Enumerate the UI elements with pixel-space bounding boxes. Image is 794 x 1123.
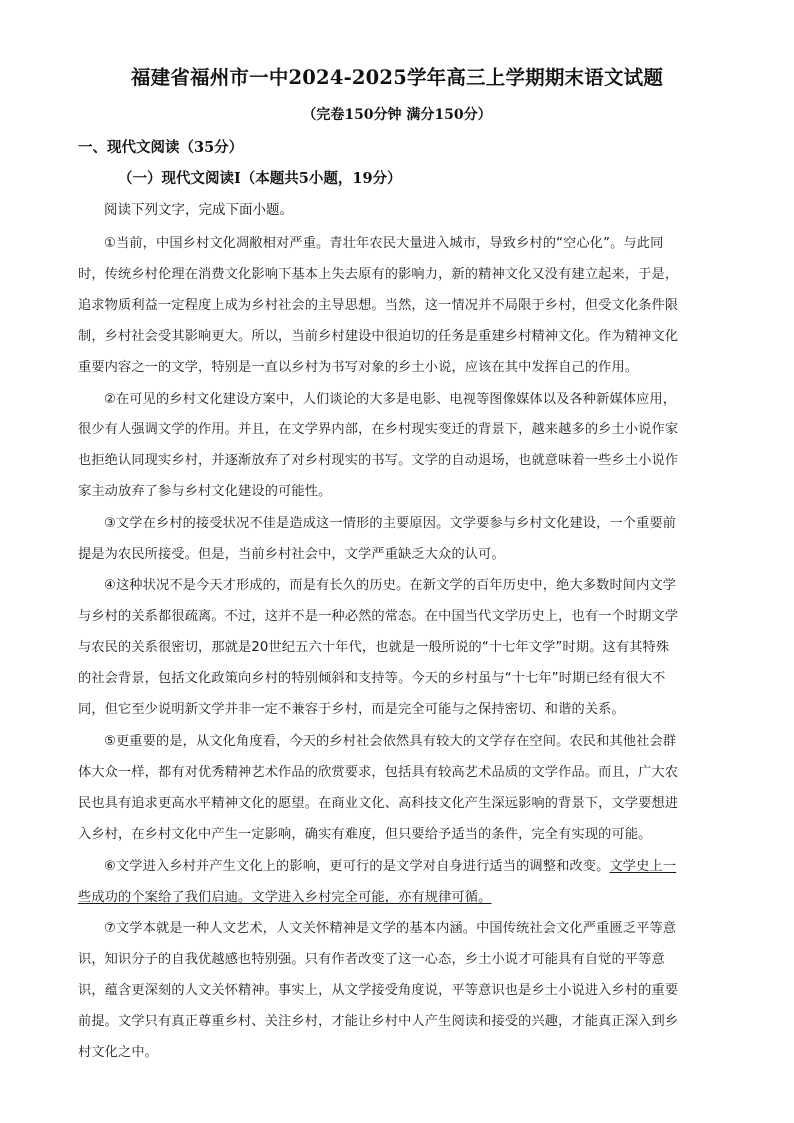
passage-line: 家主动放弃了参与乡村文化建设的可能性。 — [78, 484, 332, 499]
passage-line: 也拒绝认同现实乡村，并逐渐放弃了对乡村现实的书写。文学的自动退场，也就意味着一些乡土小说作 — [78, 453, 679, 468]
section-subheading: （一）现代文阅读Ⅰ（本题共5小题，19分） — [118, 170, 402, 187]
passage-line: 前提。文学只有真正尊重乡村、关注乡村，才能让乡村中人产生阅读和接受的兴趣，才能真正深入到乡 — [78, 1014, 679, 1029]
passage-line: 时，传统乡村伦理在消费文化影响下基本上失去原有的影响力，新的精神文化又没有建立起来，于是， — [78, 267, 679, 282]
passage-line: 识，蕴含更深刻的人文关怀精神。事实上，从文学接受角度说，平等意识也是乡土小说进入乡村的重要 — [78, 983, 679, 998]
underlined-sentence: 文学史上一 — [609, 859, 677, 874]
section-heading: 一、现代文阅读（35分） — [78, 139, 244, 156]
passage-line — [104, 855, 676, 874]
passage-line: 的社会背景，包括文化政策向乡村的特别倾斜和支持等。今天的乡村虽与“十七年”时期已经有很大不 — [78, 671, 666, 686]
underlined-sentence: 些成功的个案给了我们启迪。文学进入乡村完全可能，亦有规律可循。 — [78, 890, 492, 905]
passage-line: 民也具有追求更高水平精神文化的愿望。在商业文化、高科技文化产生深远影响的背景下，文学要想进 — [78, 796, 679, 811]
passage-line: 入乡村，在乡村文化中产生一定影响，确实有难度，但只要给予适当的条件，完全有实现的可能。 — [78, 827, 652, 842]
reading-instruction: 阅读下列文字，完成下面小题。 — [104, 202, 293, 218]
passage-line: 与乡村的关系都很疏离。不过，这并不是一种必然的常态。在中国当代文学历史上，也有一个时期文学 — [78, 609, 679, 624]
passage-line: ⑦文学本就是一种人文艺术，人文关怀精神是文学的基本内涵。中国传统社会文化严重匮乏平等意 — [104, 921, 677, 936]
passage-line: 追求物质利益一定程度上成为乡村社会的主导思想。当然，这一情况并不局限于乡村，但受文化条件限 — [78, 298, 679, 313]
page-title: 福建省福州市一中2024-2025学年高三上学期期末语文试题 — [130, 66, 664, 89]
passage-line: ②在可见的乡村文化建设方案中，人们谈论的大多是电影、电视等图像媒体以及各种新媒体应用， — [104, 392, 677, 407]
page-subtitle: （完卷150分钟 满分150分） — [302, 107, 492, 123]
passage-line: 很少有人强调文学的作用。并且，在文学界内部，在乡村现实变迁的背景下，越来越多的乡土小说作家 — [78, 422, 679, 437]
passage-line: ④这种状况不是今天才形成的，而是有长久的历史。在新文学的百年历史中，绝大多数时间内文学 — [104, 578, 677, 593]
passage-line: 与农民的关系很密切，那就是20世纪五六十年代，也就是一般所说的“十七年文学”时期。这有其特殊 — [78, 640, 670, 655]
passage-line: 制，乡村社会受其影响更大。所以，当前乡村建设中很迫切的任务是重建乡村精神文化。作为精神文化 — [78, 329, 679, 344]
passage-line: ③文学在乡村的接受状况不佳是造成这一情形的主要原因。文学要参与乡村文化建设，一个重要前 — [104, 516, 677, 531]
passage-line: 同，但它至少说明新文学并非一定不兼容于乡村，而是完全可能与之保持密切、和谐的关系。 — [78, 702, 625, 717]
passage-line: 重要内容之一的文学，特别是一直以乡村为书写对象的乡土小说，应该在其中发挥自己的作用。 — [78, 360, 639, 375]
passage-line: 识，知识分子的自我优越感也特别强。只有作者改变了这一心态，乡土小说才可能具有自觉的平等意 — [78, 952, 665, 967]
passage-text: ⑥文学进入乡村并产生文化上的影响，更可行的是文学对自身进行适当的调整和改变。 — [104, 859, 610, 874]
passage-line: 提是为农民所接受。但是，当前乡村社会中，文学严重缺乏大众的认可。 — [78, 547, 505, 562]
passage-line: 体大众一样，都有对优秀精神艺术作品的欣赏要求，包括具有较高艺术品质的文学作品。而且，广大农 — [78, 765, 679, 780]
passage-line: ①当前，中国乡村文化凋敝相对严重。青壮年农民大量进入城市，导致乡村的“空心化”。与此同 — [104, 236, 664, 251]
passage-line: 村文化之中。 — [78, 1045, 159, 1060]
passage-line: ⑤更重要的是，从文化角度看，今天的乡村社会依然具有较大的文学存在空间。农民和其他社会群 — [104, 734, 677, 749]
